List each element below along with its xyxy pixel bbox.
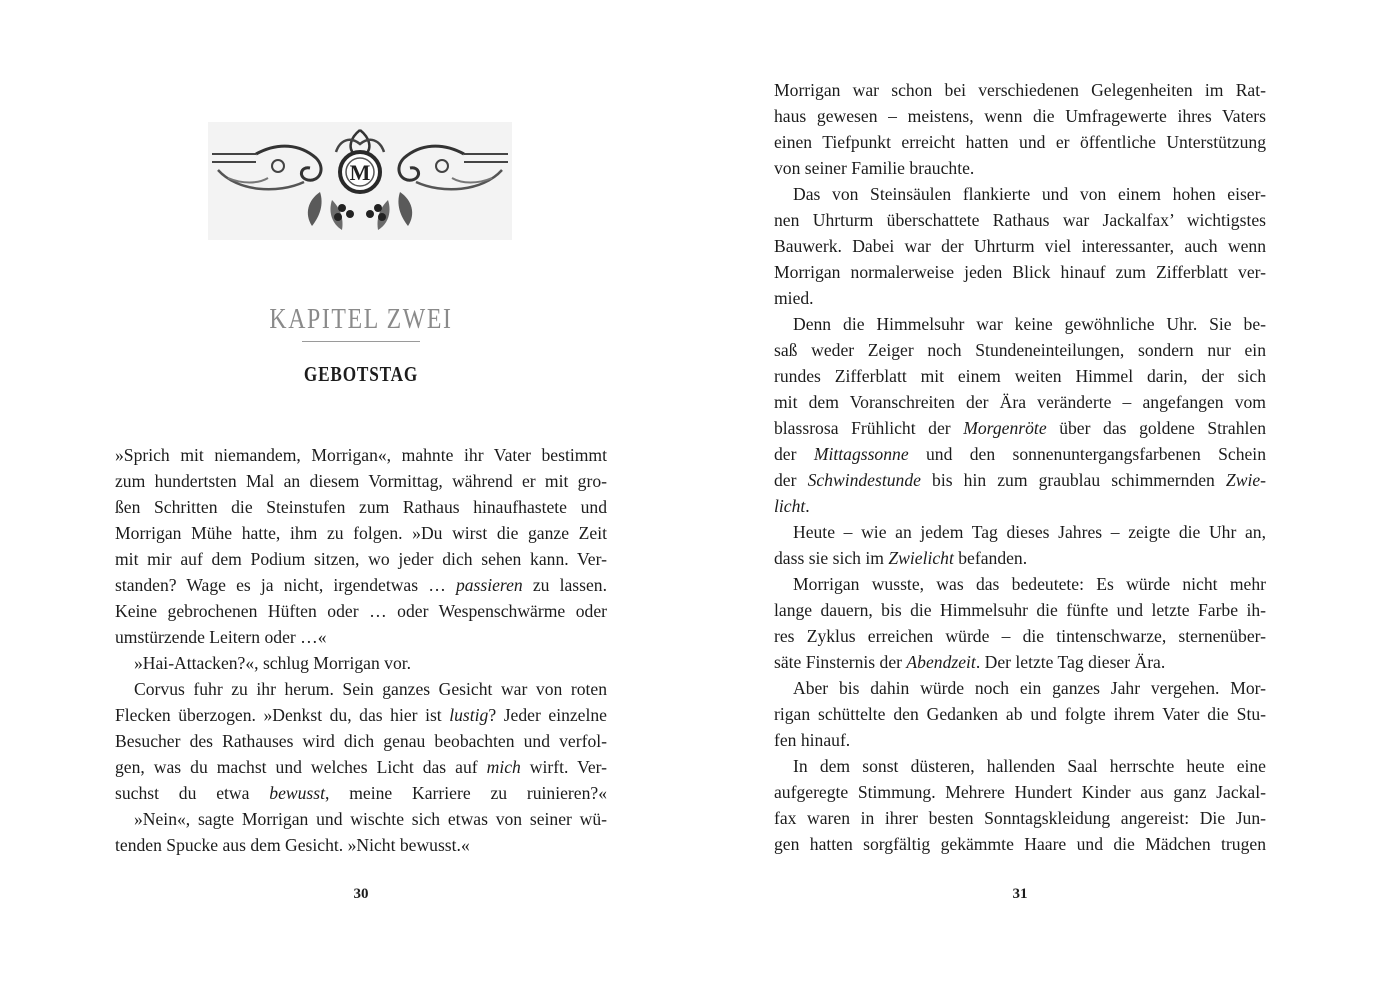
text-segment: Morrigan normalerweise jeden Blick hinauf zum Zifferblatt ver- <box>774 262 1266 282</box>
text-segment: und den sonnenuntergangsfarbenen Schein <box>908 444 1266 464</box>
text-segment: fax waren in ihrer besten Sonntagskleidung angereist: Die Jun- <box>774 808 1266 828</box>
text-segment: aufgeregte Stimmung. Mehrere Hundert Kinder aus ganz Jackal- <box>774 782 1266 802</box>
italic-text-segment: Morgenröte <box>963 418 1047 438</box>
text-segment: res Zyklus erreichen würde – die tintenschwarze, sternenüber- <box>774 626 1266 646</box>
text-line <box>115 754 607 780</box>
text-segment: rigan schüttelte den Gedanken ab und folgte ihrem Vater die Stu- <box>774 704 1266 724</box>
page-number-right: 31 <box>1012 886 1028 902</box>
italic-text-segment: lustig <box>449 705 489 725</box>
text-line <box>774 467 1266 493</box>
text-segment: »Hai-Attacken?«, schlug Morrigan vor. <box>134 653 412 673</box>
text-segment: Das von Steinsäulen flankierte und von einem hohen eiser- <box>793 184 1266 204</box>
text-segment: zum hundertsten Mal an diesem Vormittag, während er mit gro- <box>115 471 607 491</box>
text-line <box>774 753 1266 779</box>
text-line <box>774 129 1266 155</box>
left-page-body-text <box>115 442 607 858</box>
italic-text-segment: Zwie- <box>1225 470 1266 490</box>
text-segment: Aber bis dahin würde noch ein ganzes Jahr vergehen. Mor- <box>793 678 1266 698</box>
text-line <box>774 727 1266 753</box>
text-segment: umstürzende Leitern oder …« <box>115 627 327 647</box>
right-page <box>690 0 1381 1000</box>
text-segment: gen, was du machst und welches Licht das auf <box>115 757 487 777</box>
text-segment: dass sie sich im <box>774 548 889 568</box>
text-segment: mit dem Voranschreiten der Ära veränderte – angefangen vom <box>774 392 1266 412</box>
text-line <box>774 779 1266 805</box>
text-line <box>115 676 607 702</box>
text-line <box>115 780 607 806</box>
text-segment: Flecken überzogen. »Denkst du, das hier ist <box>115 705 450 725</box>
text-segment: Keine gebrochenen Hüften oder … oder Wespenschwärme oder <box>115 601 607 621</box>
text-segment: mied. <box>774 288 814 308</box>
text-segment: mit mir auf dem Podium sitzen, wo jeder dich sehen kann. Ver- <box>115 549 607 569</box>
text-line <box>774 363 1266 389</box>
text-segment: über das goldene Strahlen <box>1046 418 1266 438</box>
text-segment: Corvus fuhr zu ihr herum. Sein ganzes Gesicht war von roten <box>134 679 607 699</box>
italic-text-segment: Zwielicht <box>888 548 954 568</box>
ornamental-crest-icon <box>208 122 512 240</box>
italic-text-segment: bewusst <box>269 783 325 803</box>
text-line <box>774 805 1266 831</box>
text-segment: Heute – wie an jedem Tag dieses Jahres – zeigte die Uhr an, <box>793 522 1266 542</box>
text-segment: , meine Karriere zu ruinieren?« <box>325 783 607 803</box>
crest-letter: M <box>349 160 371 185</box>
italic-text-segment: Mittagssonne <box>813 444 909 464</box>
text-line <box>774 181 1266 207</box>
italic-text-segment: mich <box>486 757 521 777</box>
italic-text-segment: licht <box>774 496 806 516</box>
text-segment: der <box>774 470 808 490</box>
chapter-label: KAPITEL ZWEI <box>269 303 453 335</box>
text-segment: ßen Schritten die Steinstufen zum Rathaus hinaufhastete und <box>115 497 607 517</box>
text-segment: befanden. <box>953 548 1028 568</box>
text-line <box>115 442 607 468</box>
text-segment: In dem sonst düsteren, hallenden Saal herrschte heute eine <box>793 756 1266 776</box>
text-line <box>774 519 1266 545</box>
text-segment: Morrigan wusste, was das bedeutete: Es würde nicht mehr <box>793 574 1266 594</box>
text-segment: Bauwerk. Dabei war der Uhrturm viel interessanter, auch wenn <box>774 236 1266 256</box>
text-segment: der <box>774 444 814 464</box>
text-segment: standen? Wage es ja nicht, irgendetwas … <box>115 575 456 595</box>
text-line <box>115 650 607 676</box>
text-line <box>115 728 607 754</box>
text-line <box>115 832 607 858</box>
text-segment: von seiner Familie brauchte. <box>774 158 975 178</box>
text-line <box>774 77 1266 103</box>
text-line <box>115 520 607 546</box>
text-segment: tenden Spucke aus dem Gesicht. »Nicht bewusst.« <box>115 835 470 855</box>
text-segment: haus gewesen – meistens, wenn die Umfragewerte ihres Vaters <box>774 106 1266 126</box>
italic-text-segment: passieren <box>455 575 523 595</box>
text-line <box>774 285 1266 311</box>
text-segment: blassrosa Frühlicht der <box>774 418 964 438</box>
text-segment: . <box>805 496 810 516</box>
text-line <box>115 702 607 728</box>
text-line <box>774 701 1266 727</box>
text-line <box>774 337 1266 363</box>
text-line <box>774 649 1266 675</box>
text-line <box>774 831 1266 857</box>
text-segment: Denn die Himmelsuhr war keine gewöhnliche Uhr. Sie be- <box>793 314 1266 334</box>
text-segment: saß weder Zeiger noch Stundeneinteilungen, sondern nur ein <box>774 340 1266 360</box>
text-segment: rundes Zifferblatt mit einem weiten Himmel darin, der sich <box>774 366 1266 386</box>
text-segment: bis hin zum graublau schimmernden <box>920 470 1226 490</box>
text-line <box>774 597 1266 623</box>
text-line <box>774 441 1266 467</box>
text-line <box>115 468 607 494</box>
text-segment: säte Finsternis der <box>774 652 907 672</box>
text-line <box>774 493 1266 519</box>
text-segment: »Sprich mit niemandem, Morrigan«, mahnte ihr Vater bestimmt <box>115 445 607 465</box>
text-segment: . Der letzte Tag dieser Ära. <box>975 652 1166 672</box>
text-line <box>774 415 1266 441</box>
text-segment: Morrigan Mühe hatte, ihm zu folgen. »Du wirst die ganze Zeit <box>115 523 607 543</box>
text-line <box>115 546 607 572</box>
text-segment: nen Uhrturm überschattete Rathaus war Jackalfax’ wichtigstes <box>774 210 1266 230</box>
text-line <box>774 103 1266 129</box>
text-segment: ? Jeder einzelne <box>488 705 607 725</box>
italic-text-segment: Abendzeit <box>906 652 976 672</box>
text-line <box>115 624 607 650</box>
text-line <box>774 155 1266 181</box>
text-line <box>115 494 607 520</box>
text-segment: »Nein«, sagte Morrigan und wischte sich etwas von seiner wü- <box>134 809 607 829</box>
text-line <box>774 311 1266 337</box>
text-line <box>774 571 1266 597</box>
text-line <box>774 259 1266 285</box>
text-line <box>774 233 1266 259</box>
italic-text-segment: Schwindestunde <box>807 470 921 490</box>
left-page <box>0 0 690 1000</box>
text-segment: wirft. Ver- <box>520 757 608 777</box>
text-line <box>774 675 1266 701</box>
text-line <box>774 207 1266 233</box>
text-segment: Morrigan war schon bei verschiedenen Gelegenheiten im Rat- <box>774 80 1266 100</box>
text-line <box>774 545 1266 571</box>
text-segment: fen hinauf. <box>774 730 851 750</box>
chapter-divider <box>302 341 420 342</box>
text-line <box>115 598 607 624</box>
right-page-body-text <box>774 77 1266 857</box>
text-segment: gen hatten sorgfältig gekämmte Haare und die Mädchen trugen <box>774 834 1266 854</box>
text-segment: zu lassen. <box>522 575 607 595</box>
text-segment: lange dauern, bis die Himmelsuhr die fünfte und letzte Farbe ih- <box>774 600 1266 620</box>
page-number-left: 30 <box>353 886 369 902</box>
chapter-title: GEBOTSTAG <box>303 362 419 386</box>
text-line <box>774 389 1266 415</box>
text-line <box>115 572 607 598</box>
text-segment: Besucher des Rathauses wird dich genau beobachten und verfol- <box>115 731 607 751</box>
text-segment: einen Tiefpunkt erreicht hatten und er öffentliche Unterstützung <box>774 132 1266 152</box>
text-line <box>774 623 1266 649</box>
text-segment: suchst du etwa <box>115 783 270 803</box>
text-line <box>115 806 607 832</box>
